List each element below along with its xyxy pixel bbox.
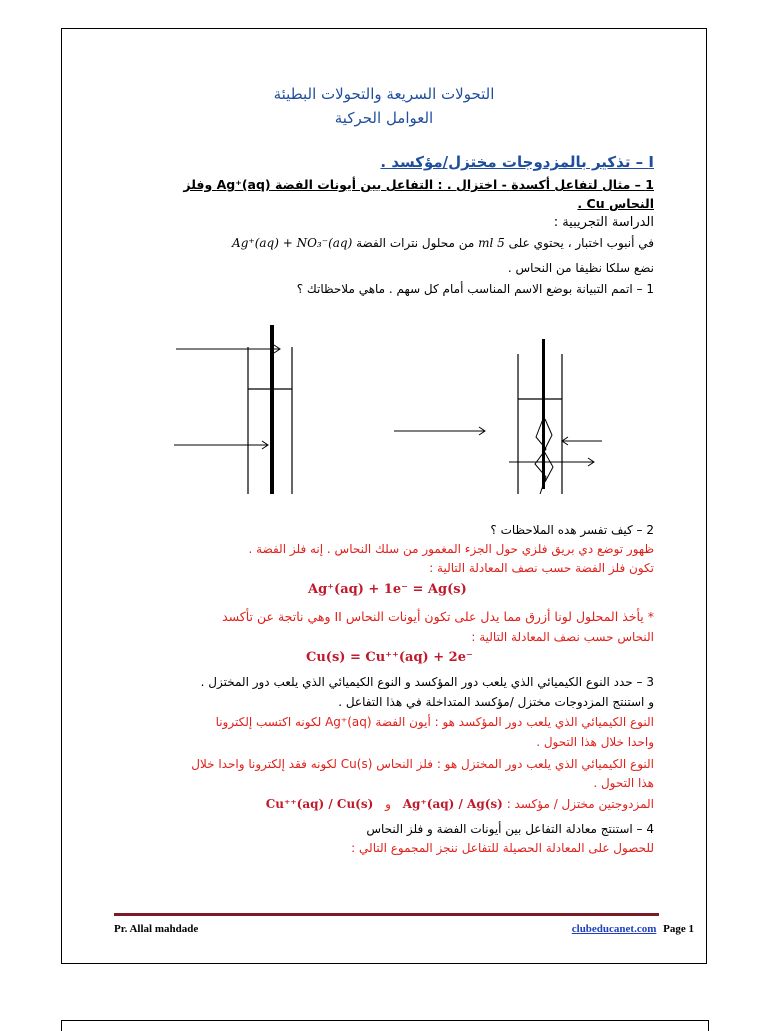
main-title: التحولات السريعة والتحولات البطيئة	[273, 85, 495, 103]
experiment-diagram	[162, 309, 602, 494]
test-tube-right	[518, 354, 562, 494]
experiment-line2: نضع سلكا نظيفا من النحاس .	[507, 261, 654, 275]
footer-author: Pr. Allal mahdade	[114, 923, 199, 935]
answer-2-line4: النحاس حسب نصف المعادلة التالية :	[471, 630, 654, 644]
answer-3-couples: المزدوجتين مختزل / مؤكسد : Ag⁺(aq) / Ag(s) و Cu⁺⁺(aq) / Cu(s)	[265, 797, 654, 811]
answer-2-line1: ظهور توضع دي بريق فلزي حول الجزء المغمور من سلك النحاس . إنه فلز الفضة .	[248, 542, 654, 556]
example-heading: 1 – مثال لتفاعل أكسدة - اختزال . : التفاعل بين أيونات الفضة Ag⁺(aq) وفلز	[183, 177, 654, 192]
answer-3-oxidant: النوع الكيميائي الذي يلعب دور المؤكسد هو : أيون الفضة Ag⁺(aq) لكونه اكتسب إلكترونا	[215, 715, 654, 729]
answer-2-line2: تكون فلز الفضة حسب نصف المعادلة التالية :	[429, 561, 654, 575]
answer-3-oxidant-cont: واحدا خلال هذا التحول .	[536, 735, 654, 749]
question-1: 1 – اتمم التبيانة بوضع الاسم المناسب أمام كل سهم . ماهي ملاحظاتك ؟	[296, 282, 654, 296]
answer-4: للحصول على المعادلة الحصيلة للتفاعل ننجز المجموع التالي :	[351, 841, 654, 855]
answer-3-reducer-cont: هذا التحول .	[593, 776, 654, 790]
footer-rule	[114, 913, 659, 916]
copper-wire-right	[542, 339, 545, 489]
couple-silver: Ag⁺(aq) / Ag(s)	[402, 797, 503, 811]
answer-2-line3: * يأخذ المحلول لونا أزرق مما يدل على تكون أيونات النحاس II وهي ناتجة عن تأكسد	[222, 609, 654, 624]
experiment-line1: في أنبوب اختبار ، يحتوي على 5 ml من محلول نترات الفضة Ag⁺(aq) + NO₃⁻(aq)	[232, 236, 654, 250]
couple-copper: Cu⁺⁺(aq) / Cu(s)	[265, 797, 374, 811]
volume-value: 5 ml	[478, 236, 505, 250]
silver-half-equation: Ag⁺(aq) + 1e⁻ = Ag(s)	[308, 582, 467, 597]
question-3-line2: و استنتج المزدوجات مختزل /مؤكسد المتداخلة في هذا التفاعل .	[338, 695, 654, 709]
label-arrows	[174, 345, 602, 466]
section-heading: I – تذكير بالمزدوجات مختزل/مؤكسد .	[380, 153, 654, 171]
footer-page-number: Page 1	[663, 923, 694, 935]
question-4: 4 – استنتج معادلة التفاعل بين أيونات الفضة و فلز النحاس	[366, 822, 654, 836]
next-page-edge	[61, 1020, 709, 1031]
footer-site-link[interactable]: clubeducanet.com	[571, 923, 657, 935]
document-page	[61, 28, 707, 964]
answer-3-reducer: النوع الكيميائي الذي يلعب دور المختزل هو : فلز النحاس Cu(s) لكونه فقد إلكترونا واحدا خلال	[191, 757, 654, 771]
question-3-line1: 3 – حدد النوع الكيميائي الذي يلعب دور المؤكسد و النوع الكيميائي الذي يلعب دور المختزل .	[200, 675, 654, 689]
sub-title: العوامل الحركية	[334, 109, 434, 127]
footer-right	[572, 923, 694, 935]
silver-nitrate-formula: Ag⁺(aq) + NO₃⁻(aq)	[232, 236, 353, 250]
experiment-label: الدراسة التجريبية :	[553, 215, 654, 230]
question-2: 2 – كيف تفسر هده الملاحظات ؟	[490, 523, 654, 537]
copper-half-equation: Cu(s) = Cu⁺⁺(aq) + 2e⁻	[306, 650, 473, 665]
copper-wire-left	[270, 325, 274, 494]
example-heading-cont: النحاس Cu .	[577, 196, 654, 211]
